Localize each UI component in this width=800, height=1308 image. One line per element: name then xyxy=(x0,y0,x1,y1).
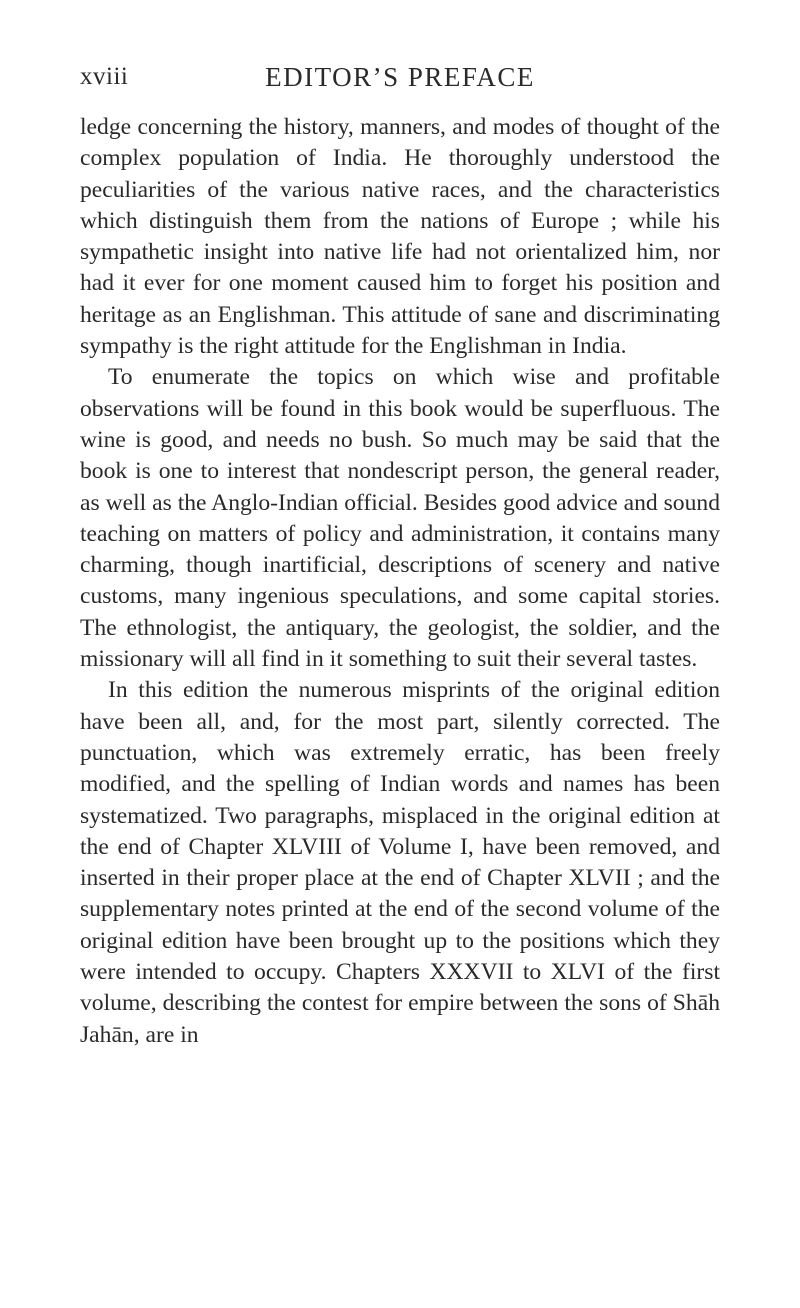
body-text xyxy=(80,112,720,1051)
paragraph-topics: To enumerate the topics on which wise and profitable observations will be found in this book would be superfluous. The wine is good, and needs no bush. So much may be said that the book is one to interest that nondescript person, the general reader, as well as the Anglo-Indian official. Besides good advice and sound teaching on matters of policy and administration, it contains many charming, though inartificial, descriptions of scenery and native customs, many ingenious speculations, and some capital stories. The ethnologist, the antiquary, the geologist, the soldier, and the missionary will all find in it something to suit their several tastes. xyxy=(80,364,720,673)
paragraph-edition: In this edition the numerous misprints of the original edition have been all, and, for the most part, silently corrected. The punctuation, which was extremely erratic, has been freely modified, and the spelling of Indian words and names has been systematized. Two paragraphs, misplaced in the original edition at the end of Chapter XLVIII of Volume I, have been removed, and inserted in their proper place at the end of Chapter XLVII ; and the supplementary notes printed at the end of the second volume of the original edition have been brought up to the positions which they were intended to occupy. Chapters XXXVII to XLVI of the first volume, describing the contest for empire between the sons of Shāh Jahān, are in xyxy=(80,677,720,1048)
paragraph-continued: ledge concerning the history, manners, and modes of thought of the complex population of India. He thoroughly understood the peculiarities of the various native races, and the characteristics which distinguish them from the nations of Europe ; while his sympathetic insight into native life had not orientalized him, nor had it ever for one moment caused him to forget his position and heritage as an Englishman. This attitude of sane and discriminating sympathy is the right attitude for the Englishman in India. xyxy=(80,114,720,360)
page-number: xviii xyxy=(80,63,129,90)
running-title: EDITOR’S PREFACE xyxy=(265,62,535,92)
running-head xyxy=(80,60,720,94)
book-page xyxy=(80,0,720,1308)
